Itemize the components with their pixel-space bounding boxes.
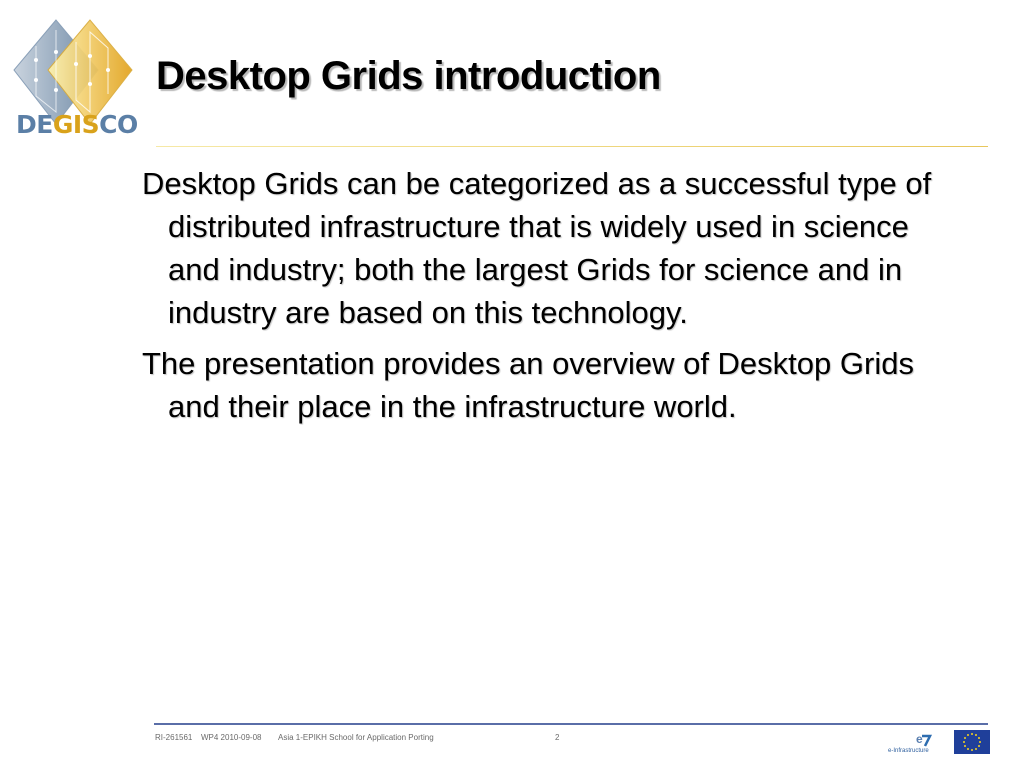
logo-text-de: DE [16,110,53,139]
e-infrastructure-logo-icon [886,730,950,754]
svg-text:e: e [916,732,923,746]
footer-page-number: 2 [555,733,560,742]
slide-title: Desktop Grids introduction [156,54,661,98]
logo-text-co: CO [99,110,138,139]
footer-project-id: RI-261561 [155,733,193,742]
body-paragraph-1: Desktop Grids can be categorized as a successful type of distributed infrastructure that is widely used in science and industry; both the largest Grids for science and in industry are based on this technology. [142,166,932,330]
einfra-label: e-Infrastructure [888,748,929,754]
title-divider [156,146,988,147]
footer-work-package: WP4 2010-09-08 [201,733,262,742]
eu-flag-icon [954,730,990,754]
logo-text-gis: GIS [52,110,100,139]
degisco-logo-text [16,112,138,137]
footer-divider [154,723,988,725]
body-paragraph-2: The presentation provides an overview of Desktop Grids and their place in the infrastructure world. [142,346,914,424]
slide-body [142,162,962,436]
footer-event: Asia 1-EPIKH School for Application Porting [278,733,434,742]
